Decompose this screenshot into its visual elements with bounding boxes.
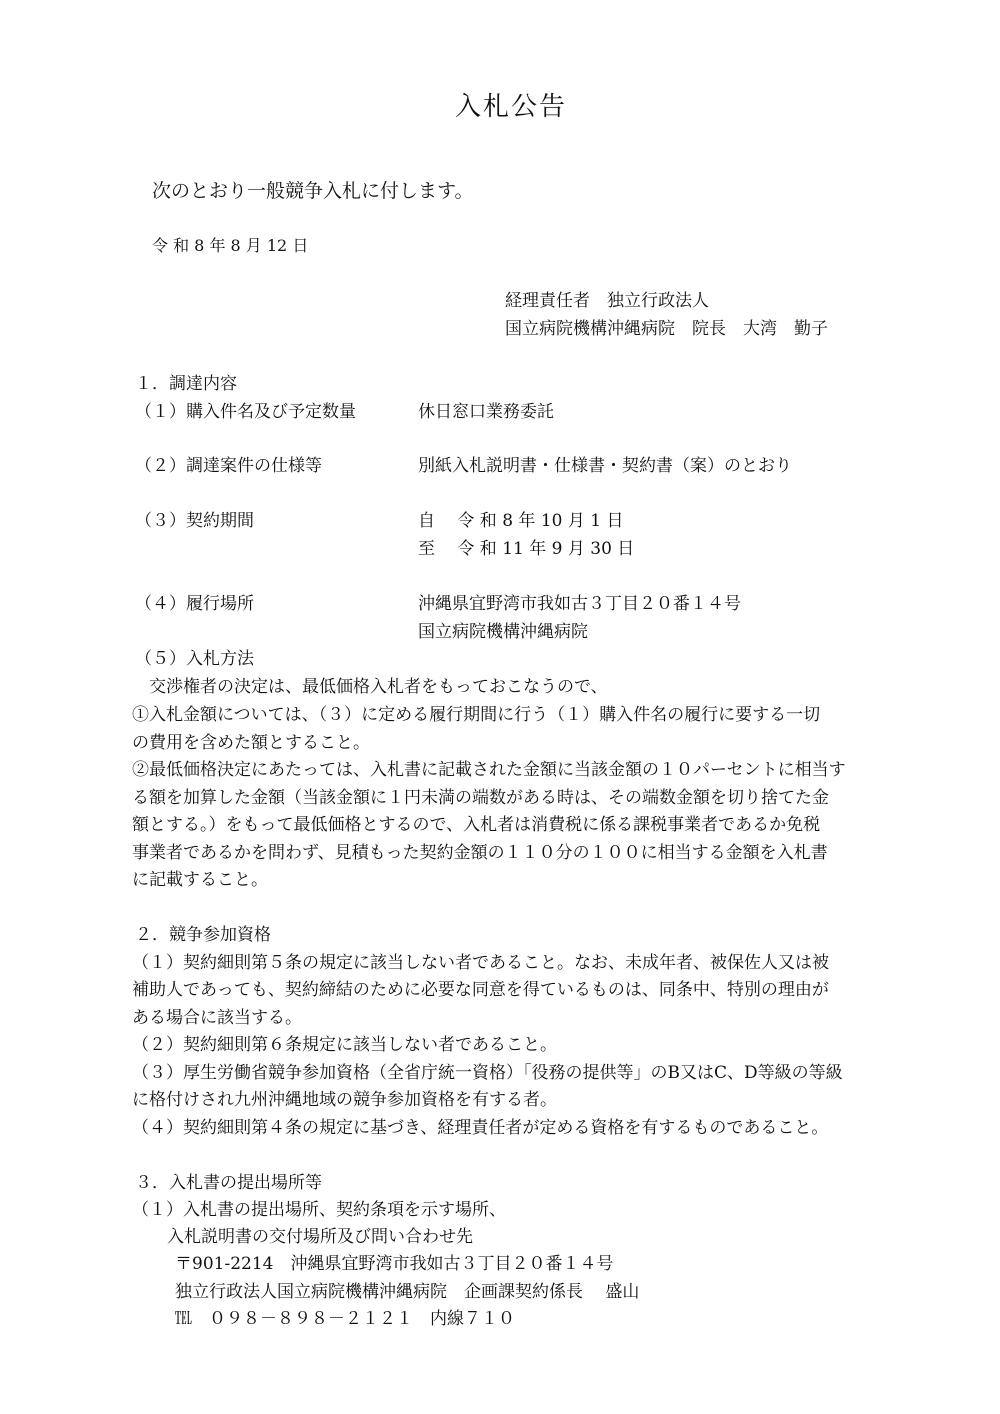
section-3-heading: ３．入札書の提出場所等: [135, 1173, 322, 1193]
section-2-line: ある場合に該当する。: [132, 1008, 302, 1028]
item-5-line: 額とする。）をもって最低価格とするので、入札者は消費税に係る課税事業者であるか免税: [132, 815, 821, 835]
item-5-line: 交渉権者の決定は、最低価格入札者をもっておこなうので、: [132, 677, 608, 697]
section-3-line: 〒901-2214 沖縄県宜野湾市我如古３丁目２０番１４号: [175, 1254, 614, 1274]
item-3-to: 至 令 和 11 年 9 月 30 日: [418, 539, 635, 559]
section-2-line: （１）契約細則第５条の規定に該当しない者であること。なお、未成年者、被保佐人又は被: [132, 953, 829, 973]
section-1-heading: １．調達内容: [135, 374, 237, 394]
item-4-value-2: 国立病院機構沖縄病院: [418, 622, 588, 642]
item-3-label: （３）契約期間: [135, 511, 254, 531]
item-5-label: （５）入札方法: [135, 649, 254, 669]
section-2-line: に格付けされ九州沖縄地域の競争参加資格を有する者。: [132, 1090, 557, 1110]
issuer-line-2: 国立病院機構沖縄病院 院長 大湾 勤子: [505, 319, 828, 339]
item-5-line: の費用を含めた額とすること。: [132, 733, 370, 753]
item-4-label: （４）履行場所: [135, 594, 254, 614]
issuer-line-1: 経理責任者 独立行政法人: [505, 291, 709, 311]
section-2-line: （４）契約細則第４条の規定に基づき、経理責任者が定める資格を有するものであること。: [132, 1118, 829, 1138]
section-2-line: 補助人であっても、契約締結のために必要な同意を得ているものは、同条中、特別の理由が: [132, 980, 829, 1000]
item-5-line: 事業者であるかを問わず、見積もった契約金額の１１０分の１００に相当する金額を入札書: [132, 843, 828, 863]
section-2-line: （３）厚生労働省競争参加資格（全省庁統一資格）「役務の提供等」のB又はC、D等級の等級: [132, 1063, 843, 1083]
section-2-heading: ２．競争参加資格: [135, 925, 271, 945]
item-4-value-1: 沖縄県宜野湾市我如古３丁目２０番１４号: [418, 594, 741, 614]
item-5-line: ②最低価格決定にあたっては、入札書に記載された金額に当該金額の１０パーセントに相当す: [132, 760, 846, 780]
item-1-label: （１）購入件名及び予定数量: [135, 402, 356, 422]
item-5-line: ①入札金額については、（３）に定める履行期間に行う（１）購入件名の履行に要する一切: [132, 705, 821, 725]
notice-date: 令 和 8 年 8 月 12 日: [152, 236, 309, 255]
item-5-line: る額を加算した金額（当該金額に１円未満の端数がある時は、その端数金額を切り捨てた金: [132, 788, 829, 808]
section-3-line: ℡ ０９８－８９８－２１２１ 内線７１０: [175, 1309, 515, 1329]
section-3-line: 独立行政法人国立病院機構沖縄病院 企画課契約係長 盛山: [175, 1282, 640, 1302]
item-1-value: 休日窓口業務委託: [418, 402, 554, 422]
page-title: 入札公告: [455, 92, 568, 122]
section-3-line: 入札説明書の交付場所及び問い合わせ先: [150, 1227, 473, 1247]
intro-text: 次のとおり一般競争入札に付します。: [152, 180, 474, 202]
item-5-line: に記載すること。: [132, 870, 268, 890]
section-3-line: （１）入札書の提出場所、契約条項を示す場所、: [132, 1200, 506, 1220]
section-2-line: （２）契約細則第６条規定に該当しない者であること。: [132, 1035, 557, 1055]
item-2-value: 別紙入札説明書・仕様書・契約書（案）のとおり: [418, 456, 792, 476]
item-2-label: （２）調達案件の仕様等: [135, 456, 322, 476]
item-3-from: 自 令 和 8 年 10 月 1 日: [418, 511, 624, 531]
